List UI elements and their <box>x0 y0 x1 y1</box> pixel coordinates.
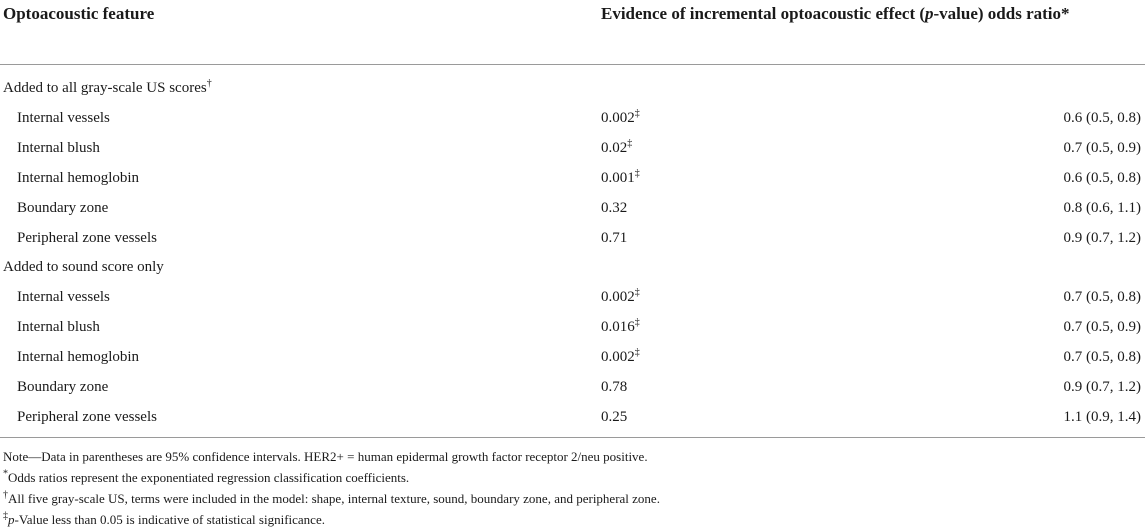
header-col2-suffix: -value) odds ratio <box>933 4 1062 23</box>
header-optoacoustic-feature: Optoacoustic feature <box>3 4 155 23</box>
note-significance <box>3 509 1141 530</box>
feature-cell: Internal hemoglobin <box>17 349 140 365</box>
p-value: 0.002 <box>601 110 635 126</box>
p-value-marker: ‡ <box>634 347 640 358</box>
p-value-cell <box>601 317 640 337</box>
header-col2-marker: * <box>1061 4 1070 23</box>
feature-cell: Internal vessels <box>17 289 110 305</box>
note-star-text: Odds ratios represent the exponentiated regression classification coefficients. <box>8 470 410 485</box>
table-row <box>0 108 1145 137</box>
note-gray-scale-terms <box>3 488 1141 509</box>
note-dagger-text: All five gray-scale US, terms were included in the model: shape, internal texture, sound, boundary zone, and peripheral zone. <box>8 491 660 506</box>
note-main: Note—Data in parentheses are 95% confidence intervals. HER2+ = human epidermal growth factor receptor 2/neu positive. <box>3 449 648 464</box>
odds-ratio-cell: 0.7 (0.5, 0.9) <box>1063 319 1141 335</box>
table-notes <box>3 446 1141 530</box>
header-divider <box>0 64 1145 65</box>
p-value-marker: ‡ <box>634 317 640 328</box>
feature-cell: Boundary zone <box>17 379 109 395</box>
feature-cell: Internal blush <box>17 319 100 335</box>
p-value-cell <box>601 377 627 397</box>
table-row <box>0 138 1145 167</box>
section-title-text: Added to all gray-scale US scores <box>3 80 207 96</box>
table-row <box>0 347 1145 376</box>
note-ddagger-marker: ‡ <box>3 510 8 522</box>
note-ddagger-text: -Value less than 0.05 is indicative of statistical significance. <box>14 512 325 527</box>
feature-cell: Peripheral zone vessels <box>17 409 157 425</box>
p-value: 0.002 <box>601 349 635 365</box>
p-value-cell <box>601 228 627 248</box>
odds-ratio-cell: 0.6 (0.5, 0.8) <box>1063 170 1141 186</box>
note-ddagger-italic: p <box>8 512 15 527</box>
note-odds-ratio <box>3 467 1141 488</box>
p-value-marker: ‡ <box>627 138 633 149</box>
odds-ratio-cell: 0.6 (0.5, 0.8) <box>1063 110 1141 126</box>
table-row <box>0 287 1145 316</box>
odds-ratio-cell: 0.9 (0.7, 1.2) <box>1063 379 1141 395</box>
p-value-marker: ‡ <box>634 168 640 179</box>
p-value-cell <box>601 287 640 307</box>
odds-ratio-cell: 0.7 (0.5, 0.8) <box>1063 289 1141 305</box>
p-value-marker: ‡ <box>634 287 640 298</box>
p-value: 0.71 <box>601 230 628 246</box>
feature-cell: Peripheral zone vessels <box>17 230 157 246</box>
feature-cell: Internal vessels <box>17 110 110 126</box>
section-title-text: Added to sound score only <box>3 259 164 275</box>
footer-divider <box>0 437 1145 438</box>
odds-ratio-cell: 0.7 (0.5, 0.9) <box>1063 140 1141 156</box>
p-value: 0.002 <box>601 289 635 305</box>
header-col2-italic: p <box>925 4 934 23</box>
odds-ratio-cell: 0.8 (0.6, 1.1) <box>1063 200 1141 216</box>
odds-ratio-cell: 1.1 (0.9, 1.4) <box>1063 409 1141 425</box>
p-value: 0.78 <box>601 379 628 395</box>
table-row <box>0 317 1145 346</box>
section-title-marker: † <box>206 78 212 89</box>
feature-cell: Internal hemoglobin <box>17 170 140 186</box>
p-value-cell <box>601 168 640 188</box>
header-col2-prefix: Evidence of incremental optoacoustic effect ( <box>601 4 926 23</box>
section-title-row <box>0 78 1145 107</box>
table-row <box>0 407 1145 436</box>
table-row <box>0 168 1145 197</box>
p-value-cell <box>601 108 640 128</box>
table-row <box>0 228 1145 257</box>
note-star-marker: * <box>3 468 8 480</box>
feature-cell: Internal blush <box>17 140 100 156</box>
note-dagger-marker: † <box>3 489 8 501</box>
table-row <box>0 377 1145 406</box>
table-row <box>0 198 1145 227</box>
p-value: 0.25 <box>601 409 628 425</box>
p-value-marker: ‡ <box>634 108 640 119</box>
p-value-cell <box>601 407 627 427</box>
section-title <box>3 78 212 98</box>
odds-ratio-cell: 0.7 (0.5, 0.8) <box>1063 349 1141 365</box>
p-value: 0.02 <box>601 140 628 156</box>
p-value-cell <box>601 198 627 218</box>
p-value: 0.016 <box>601 319 635 335</box>
p-value: 0.001 <box>601 170 635 186</box>
odds-ratio-cell: 0.9 (0.7, 1.2) <box>1063 230 1141 246</box>
section-title <box>3 257 164 277</box>
feature-cell: Boundary zone <box>17 200 109 216</box>
section-title-row <box>0 257 1145 286</box>
header-evidence-odds-ratio <box>601 2 1141 25</box>
p-value-cell <box>601 138 632 158</box>
p-value: 0.32 <box>601 200 628 216</box>
p-value-cell <box>601 347 640 367</box>
